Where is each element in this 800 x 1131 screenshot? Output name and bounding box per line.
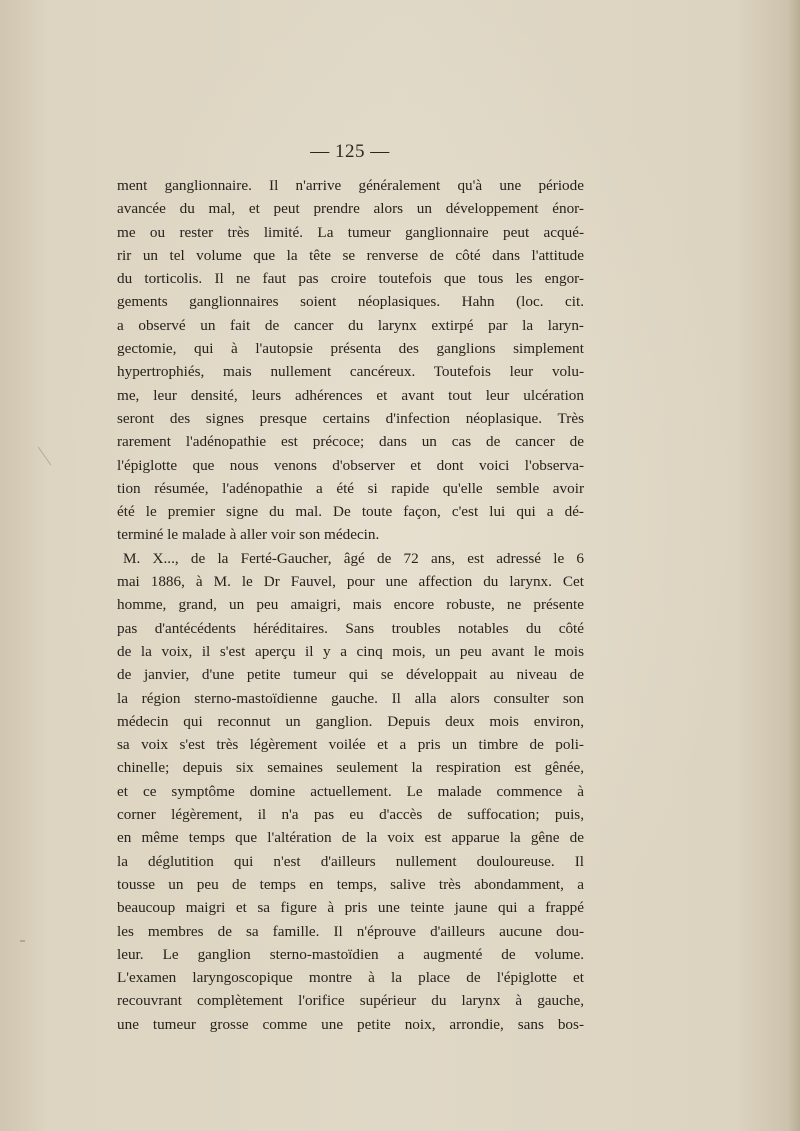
text-line: et ce symptôme domine actuellement. Le malade commence à [117,782,584,800]
stray-mark [38,447,51,466]
text-line: les membres de sa famille. Il n'éprouve d'ailleurs aucune dou- [117,922,584,940]
text-line: a observé un fait de cancer du larynx extirpé par la laryn- [117,316,584,334]
text-line: homme, grand, un peu amaigri, mais encore robuste, ne présente [117,596,584,614]
text-line: hypertrophiés, mais nullement cancéreux. Toutefois leur volu- [117,363,584,381]
text-line: me ou rester très limité. La tumeur ganglionnaire peut acqué- [117,223,584,241]
page-number: — 125 — [310,141,390,162]
text-line: avancée du mal, et peut prendre alors un développement énor- [117,200,584,218]
text-line: du torticolis. Il ne faut pas croire toutefois que tous les engor- [117,270,584,288]
text-line: tousse un peu de temps en temps, salive très abondamment, a [117,875,584,893]
text-line: L'examen laryngoscopique montre à la place de l'épiglotte et [117,969,584,987]
text-line: rarement l'adénopathie est précoce; dans un cas de cancer de [117,433,584,451]
text-line: mai 1886, à M. le Dr Fauvel, pour une affection du larynx. Cet [117,573,584,591]
text-line: une tumeur grosse comme une petite noix, arrondie, sans bos- [117,1015,584,1033]
text-line: chinelle; depuis six semaines seulement la respiration est gênée, [117,759,584,777]
text-line: ment ganglionnaire. Il n'arrive généralement qu'à une période [117,177,584,194]
text-line: terminé le malade à aller voir son médecin. [117,526,380,544]
text-line: corner légèrement, il n'a pas eu d'accès de suffocation; puis, [117,806,584,824]
text-line: en même temps que l'altération de la voix est apparue la gêne de [117,829,584,847]
text-line: été le premier signe du mal. De toute façon, c'est lui qui a dé- [117,503,584,521]
text-line: rir un tel volume que la tête se renverse de côté dans l'attitude [117,246,584,264]
page-edge-shadow [788,0,800,1131]
text-line: la déglutition qui n'est d'ailleurs nullement douloureuse. Il [117,852,584,870]
text-line: l'épiglotte que nous venons d'observer et dont voici l'observa- [117,456,584,474]
text-line: beaucoup maigri et sa figure à pris une teinte jaune qui a frappé [117,899,584,917]
body-text [117,174,584,1036]
text-line: gectomie, qui à l'autopsie présenta des ganglions simplement [117,340,584,358]
text-line: tion résumée, l'adénopathie a été si rapide qu'elle semble avoir [117,479,584,497]
text-line: de janvier, d'une petite tumeur qui se développait au niveau de [117,666,584,684]
text-line: pas d'antécédents héréditaires. Sans troubles notables du côté [117,619,584,637]
text-line: médecin qui reconnut un ganglion. Depuis deux mois environ, [117,712,584,730]
text-line: seront des signes presque certains d'infection néoplasique. Très [117,409,584,427]
text-line: sa voix s'est très légèrement voilée et a pris un timbre de poli- [117,736,584,754]
text-line: recouvrant complètement l'orifice supérieur du larynx à gauche, [117,992,584,1010]
text-line: de la voix, il s'est aperçu il y a cinq mois, un peu avant le mois [117,642,584,660]
text-line: me, leur densité, leurs adhérences et avant tout leur ulcération [117,386,584,404]
text-line: leur. Le ganglion sterno-mastoïdien a augmenté de volume. [117,945,584,963]
text-line: M. X..., de la Ferté-Gaucher, âgé de 72 ans, est adressé le 6 [123,549,584,567]
text-line: la région sterno-mastoïdienne gauche. Il alla alors consulter son [117,689,584,707]
stray-mark [20,940,25,942]
text-line: gements ganglionnaires soient néoplasiques. Hahn (loc. cit. [117,293,584,311]
